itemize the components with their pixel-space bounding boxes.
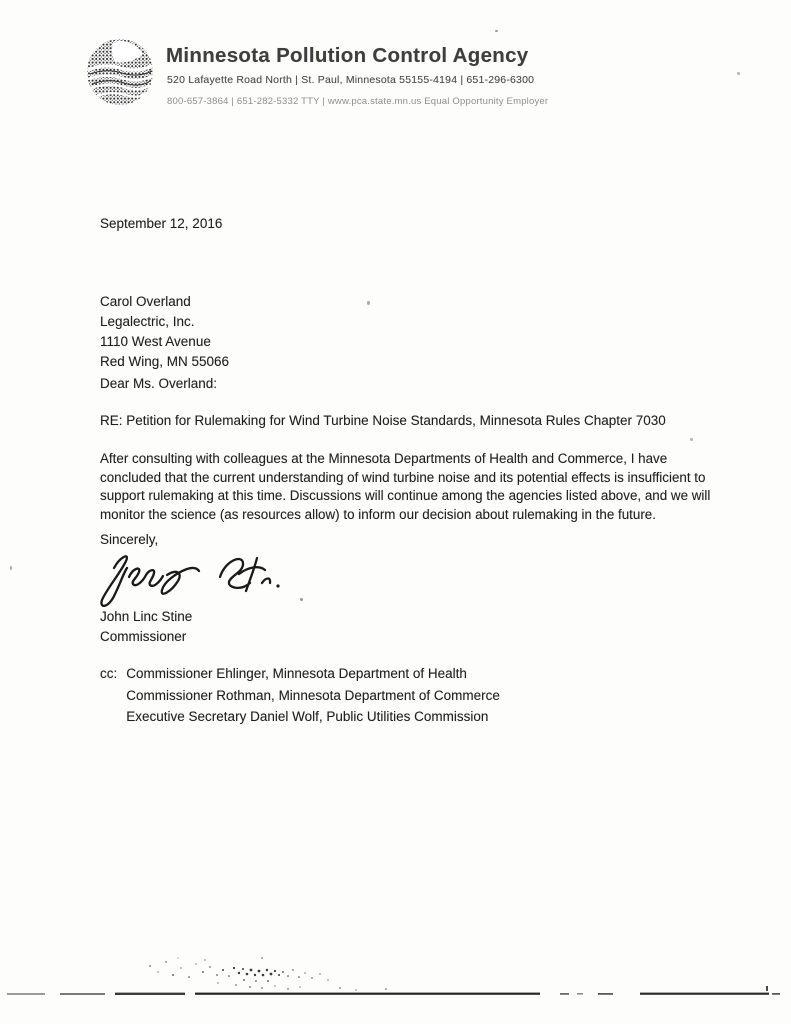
body-line: support rulemaking at this time. Discussions will continue among the agencies listed above, and we will [100,488,711,504]
cc-list [126,663,500,728]
scan-speckle [300,598,303,601]
agency-name: Minnesota Pollution Control Agency [166,44,529,67]
letterhead-contact-line: 800-657-3864 | 651-282-5332 TTY | www.pca.state.mn.us Equal Opportunity Employer [167,96,549,107]
letterhead-address-line: 520 Lafayette Road North | St. Paul, Minnesota 55155-4194 | 651-296-6300 [167,74,535,86]
cc-recipient: Commissioner Rothman, Minnesota Department of Commerce [126,687,500,703]
scan-speckle [367,301,370,305]
body-line: monitor the science (as resources allow) to inform our decision about rulemaking in the future. [100,506,656,522]
mpca-globe-logo-icon [84,36,156,108]
closing: Sincerely, [100,532,159,547]
signer-name: John Linc Stine [100,609,193,624]
letter-date: September 12, 2016 [100,216,223,231]
scan-speckle [10,566,12,570]
body-line: After consulting with colleagues at the Minnesota Departments of Health and Commerce, I have [100,451,668,466]
subject-line: RE: Petition for Rulemaking for Wind Turbine Noise Standards, Minnesota Rules Chapter 7030 [100,413,666,428]
body-paragraph [100,450,770,524]
cc-label: cc: [100,666,118,681]
recipient-address-block [100,292,229,372]
recipient-street: 1110 West Avenue [100,334,211,349]
recipient-city: Red Wing, MN 55066 [100,354,230,369]
recipient-company: Legalectric, Inc. [100,314,195,329]
scan-speckle [737,72,740,75]
scan-speckle [495,30,498,32]
salutation: Dear Ms. Overland: [100,376,218,391]
cc-recipient: Commissioner Ehlinger, Minnesota Department of Health [126,666,467,681]
handwritten-signature [92,546,287,612]
recipient-name: Carol Overland [100,294,191,309]
signer-title: Commissioner [100,629,187,644]
scan-artifact-bottom-edge [0,950,791,1010]
scan-speckle [690,438,693,441]
body-line: concluded that the current understanding of wind turbine noise and its potential effects is insufficient to [100,469,706,485]
cc-recipient: Executive Secretary Daniel Wolf, Public Utilities Commission [126,709,489,724]
cc-block [100,663,500,728]
